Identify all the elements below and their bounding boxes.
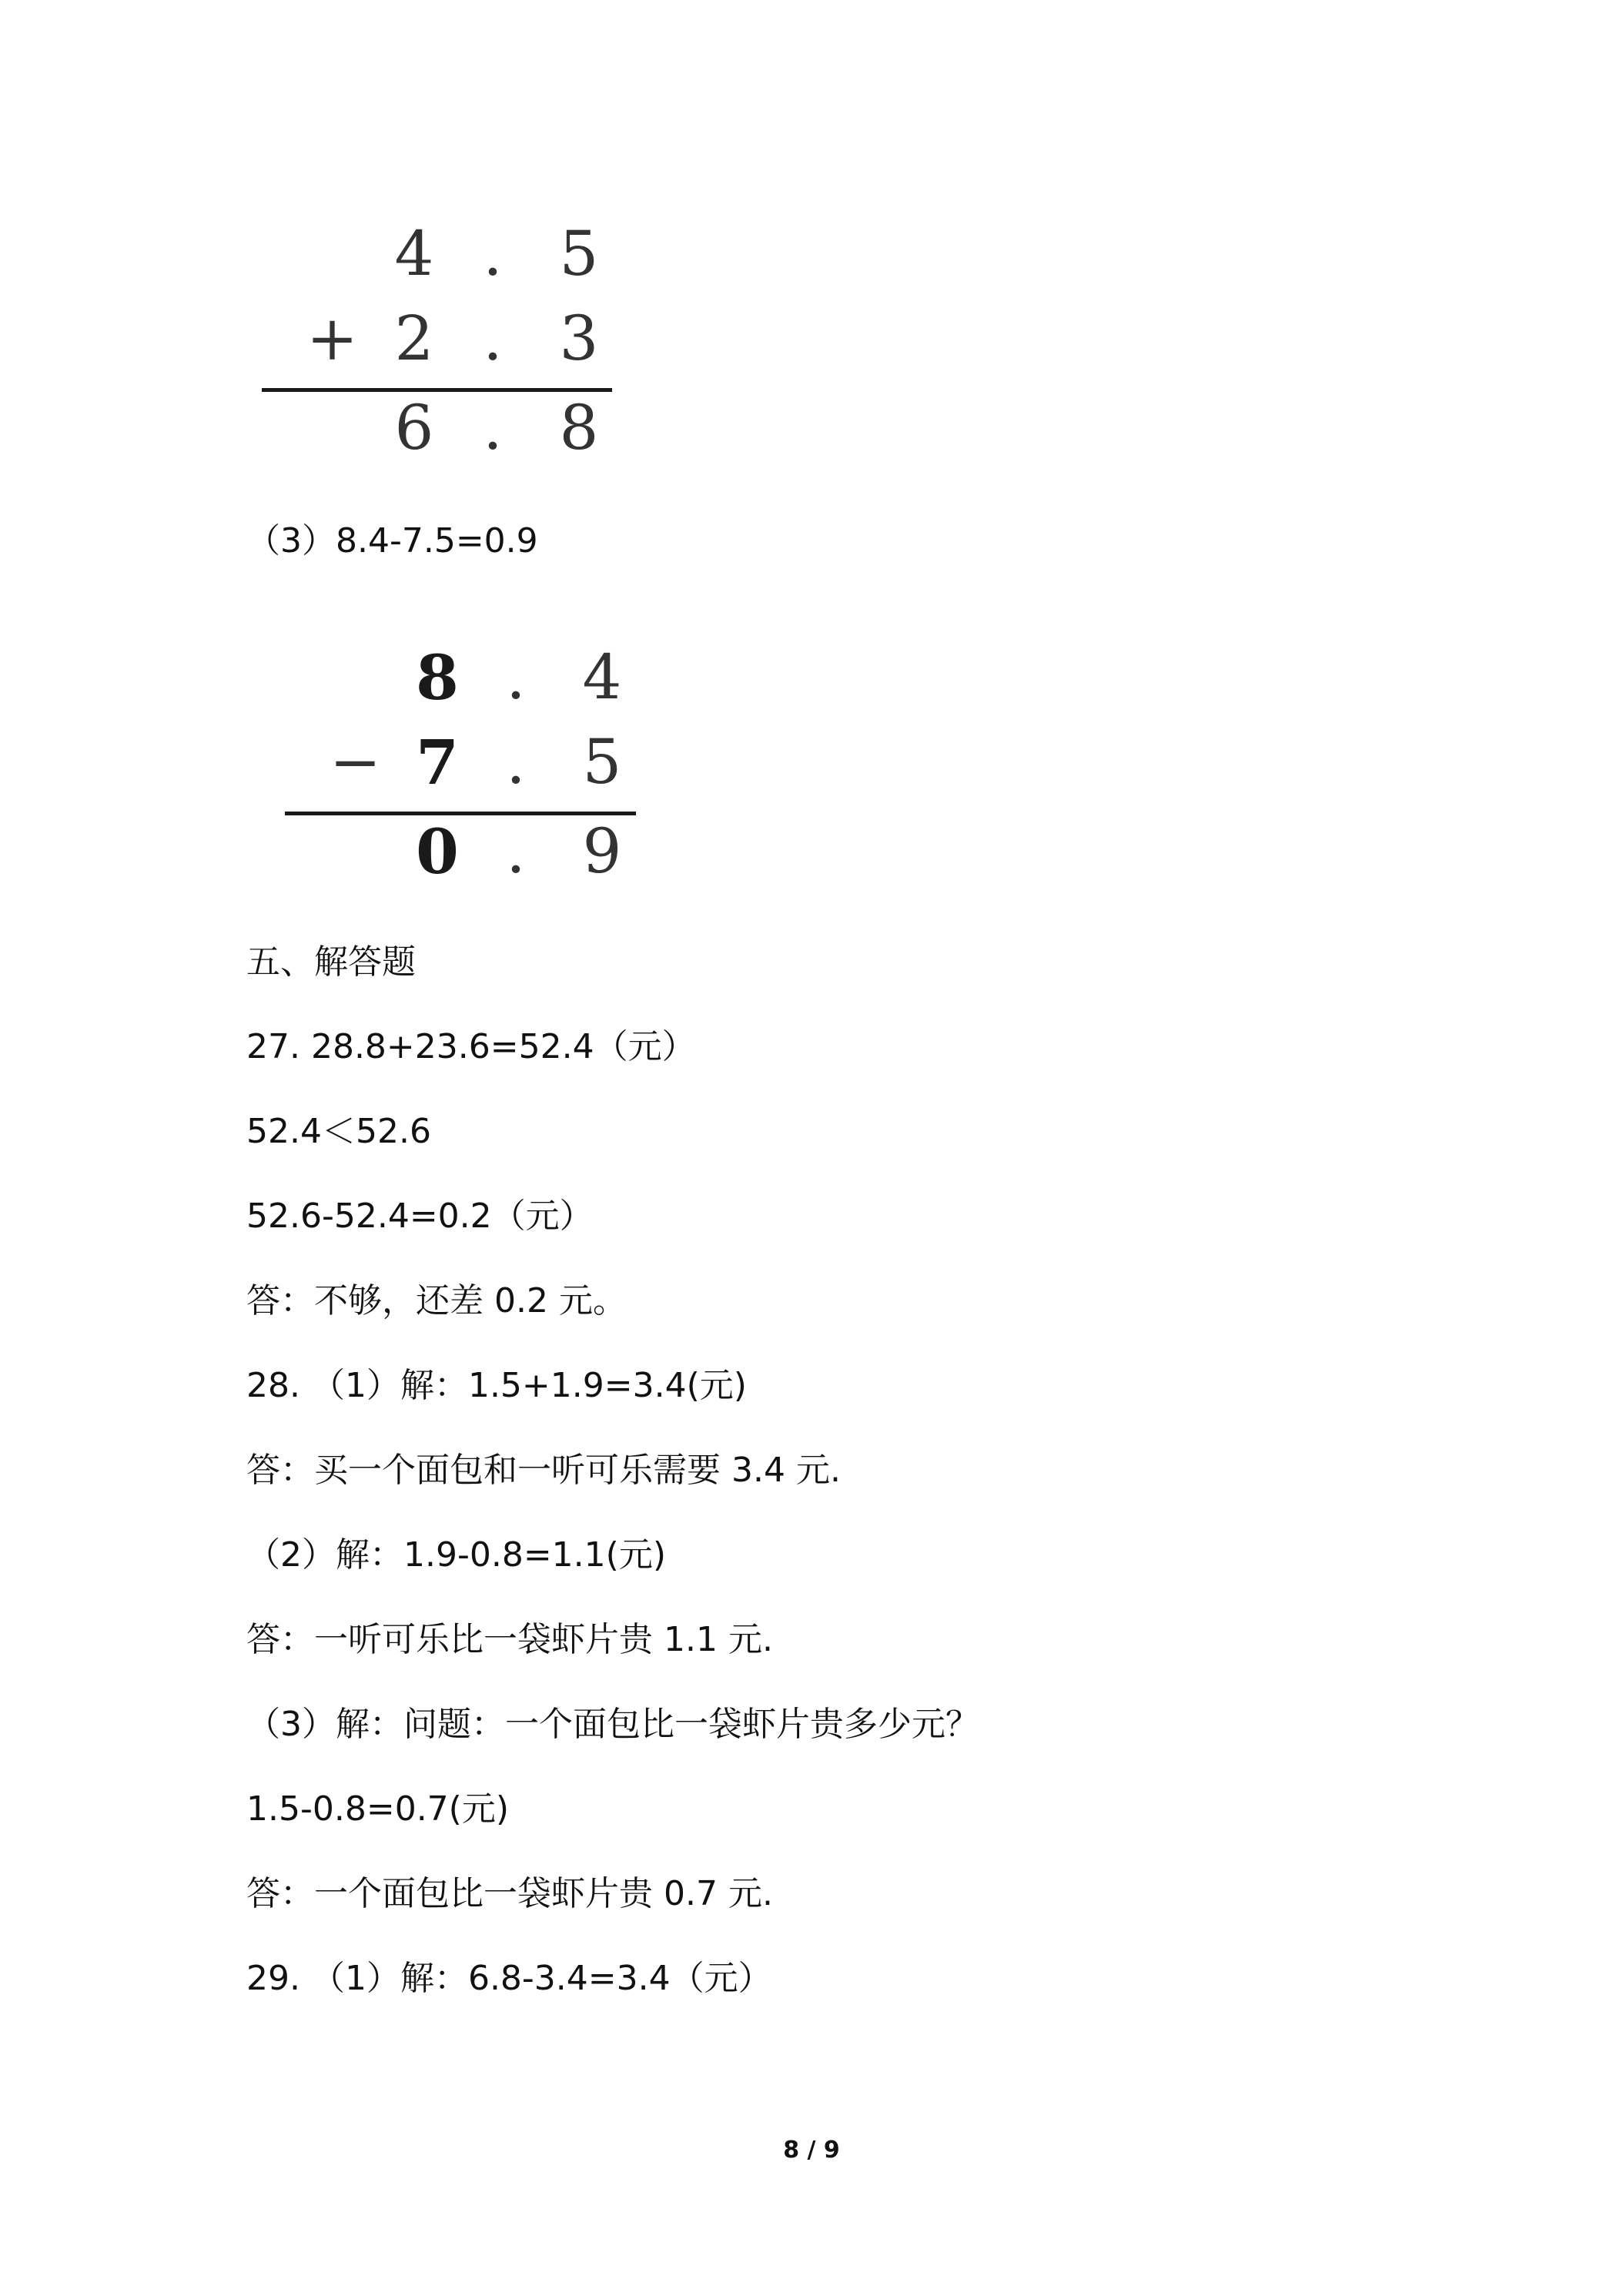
answer-line: 答：买一个面包和一听可乐需要 3.4 元. [246,1451,841,1490]
answer-line: 29. （1）解：6.8-3.4=3.4（元） [246,1959,772,1998]
answer-line: 1.5-0.8=0.7(元) [246,1789,509,1829]
add-result-point: . [483,392,503,464]
answer-line: 27. 28.8+23.6=52.4（元） [246,1027,696,1066]
answer-line: 52.4＜52.6 [246,1112,431,1151]
add-row1-point: . [483,218,503,290]
section-title: 五、解答题 [246,942,416,982]
vertical-subtraction-figure [285,641,647,893]
page-number: 8 / 9 [783,2137,840,2164]
minus-sign: − [330,726,382,798]
sub-row2-digit: 5 [582,726,622,798]
item-3-heading: （3）8.4-7.5=0.9 [246,521,538,561]
add-row2-digit: 3 [559,303,599,374]
sub-row1-point: . [506,641,526,713]
add-result-digit: 6 [394,392,434,464]
answer-line: 答：不够，还差 0.2 元。 [246,1281,627,1320]
add-row2-point: . [483,303,503,374]
answer-line: 答：一个面包比一袋虾片贵 0.7 元. [246,1874,773,1913]
sub-row1-digit: 4 [582,641,622,713]
add-row1-digit: 5 [559,218,599,290]
answer-line: 28. （1）解：1.5+1.9=3.4(元) [246,1366,747,1405]
add-row1-digit: 4 [394,218,434,290]
answer-line: 答：一听可乐比一袋虾片贵 1.1 元. [246,1620,773,1659]
answer-line: 52.6-52.4=0.2（元） [246,1197,594,1236]
vertical-addition-figure [262,218,616,470]
sub-row1-digit: 8 [416,641,459,714]
sub-row2-digit: 7 [416,726,459,798]
add-row2-digit: 2 [394,303,434,374]
sub-result-digit: 9 [582,815,622,887]
sub-result-point: . [506,815,526,887]
answer-line: （2）解：1.9-0.8=1.1(元) [246,1535,666,1575]
answer-line: （3）解：问题：一个面包比一袋虾片贵多少元？ [246,1705,979,1744]
plus-sign: + [306,303,359,374]
sub-result-digit: 0 [416,815,459,888]
sub-row2-point: . [506,726,526,798]
add-result-digit: 8 [559,392,599,464]
